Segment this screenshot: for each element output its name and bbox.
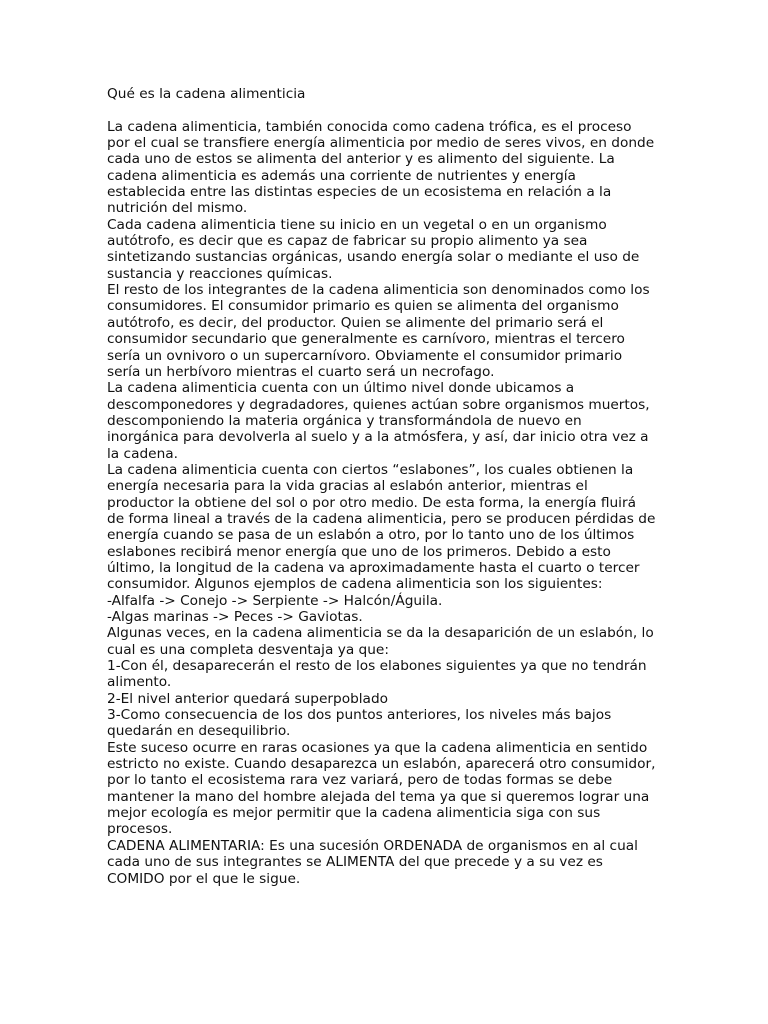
- text-line: descomponiendo la materia orgánica y transformándola de nuevo en: [107, 412, 582, 429]
- text-line: consumidores. El consumidor primario es quien se alimenta del organismo: [107, 298, 619, 315]
- text-line: energía necesaria para la vida gracias al eslabón anterior, mientras el: [107, 478, 588, 495]
- text-line: autótrofo, es decir que es capaz de fabricar su propio alimento ya sea: [107, 233, 588, 250]
- text-line: Este suceso ocurre en raras ocasiones ya que la cadena alimenticia en sentido: [107, 739, 648, 756]
- text-line: 2-El nivel anterior quedará superpoblado: [107, 690, 389, 707]
- text-line: alimento.: [107, 674, 172, 691]
- text-line: estricto no existe. Cuando desaparezca un eslabón, aparecerá otro consumidor,: [107, 756, 656, 773]
- text-line: procesos.: [107, 821, 173, 838]
- text-line: Cada cadena alimenticia tiene su inicio en un vegetal o en un organismo: [107, 216, 607, 233]
- text-line: la cadena.: [107, 445, 178, 462]
- text-line: -Alfalfa -> Conejo -> Serpiente -> Halcón/Águila.: [107, 592, 443, 609]
- text-line: La cadena alimenticia cuenta con un último nivel donde ubicamos a: [107, 380, 575, 397]
- text-line: energía cuando se pasa de un eslabón a otro, por lo tanto uno de los últimos: [107, 527, 635, 544]
- text-line: 1-Con él, desaparecerán el resto de los elabones siguientes ya que no tendrán: [107, 658, 647, 675]
- text-line: mantener la mano del hombre alejada del tema ya que si queremos lograr una: [107, 788, 650, 805]
- text-line: por el cual se transfiere energía alimenticia por medio de seres vivos, en donde: [107, 135, 655, 152]
- text-line: La cadena alimenticia cuenta con ciertos “eslabones”, los cuales obtienen la: [107, 461, 634, 478]
- text-line: de forma lineal a través de la cadena alimenticia, pero se producen pérdidas de: [107, 510, 656, 527]
- text-line: consumidor secundario que generalmente es carnívoro, mientras el tercero: [107, 331, 625, 348]
- text-line: CADENA ALIMENTARIA: Es una sucesión ORDENADA de organismos en al cual: [107, 837, 638, 854]
- text-line: nutrición del mismo.: [107, 200, 248, 217]
- text-line: establecida entre las distintas especies de un ecosistema en relación a la: [107, 184, 612, 201]
- text-line: productor la obtiene del sol o por otro medio. De esta forma, la energía fluirá: [107, 494, 636, 511]
- text-line: 3-Como consecuencia de los dos puntos anteriores, los niveles más bajos: [107, 707, 612, 724]
- text-line: descomponedores y degradadores, quienes actúan sobre organismos muertos,: [107, 396, 650, 413]
- text-line: sustancia y reacciones químicas.: [107, 265, 333, 282]
- document-title: Qué es la cadena alimenticia: [107, 86, 306, 102]
- text-line: último, la longitud de la cadena va aproximadamente hasta el cuarto o tercer: [107, 559, 640, 576]
- text-line: sería un ovnivoro o un supercarnívoro. Obviamente el consumidor primario: [107, 347, 623, 364]
- text-line: sintetizando sustancias orgánicas, usando energía solar o mediante el uso de: [107, 249, 640, 266]
- text-line: Algunas veces, en la cadena alimenticia se da la desaparición de un eslabón, lo: [107, 625, 654, 642]
- text-line: por lo tanto el ecosistema rara vez variará, pero de todas formas se debe: [107, 772, 613, 789]
- text-line: eslabones recibirá menor energía que uno de los primeros. Debido a esto: [107, 543, 611, 560]
- text-line: inorgánica para devolverla al suelo y a la atmósfera, y así, dar inicio otra vez a: [107, 429, 649, 446]
- text-line: El resto de los integrantes de la cadena alimenticia son denominados como los: [107, 282, 650, 299]
- text-line: autótrofo, es decir, del productor. Quien se alimente del primario será el: [107, 314, 604, 331]
- text-line: quedarán en desequilibrio.: [107, 723, 291, 740]
- text-line: sería un herbívoro mientras el cuarto será un necrofago.: [107, 363, 495, 380]
- text-line: cada uno de estos se alimenta del anterior y es alimento del siguiente. La: [107, 151, 615, 168]
- text-line: COMIDO por el que le sigue.: [107, 870, 301, 887]
- text-line: cual es una completa desventaja ya que:: [107, 641, 389, 658]
- document-body: [107, 119, 667, 887]
- text-line: -Algas marinas -> Peces -> Gaviotas.: [107, 609, 363, 625]
- text-line: mejor ecología es mejor permitir que la cadena alimenticia siga con sus: [107, 805, 601, 822]
- text-line: La cadena alimenticia, también conocida como cadena trófica, es el proceso: [107, 118, 632, 135]
- text-line: cada uno de sus integrantes se ALIMENTA del que precede y a su vez es: [107, 854, 603, 871]
- text-line: cadena alimenticia es además una corriente de nutrientes y energía: [107, 167, 576, 184]
- text-line: consumidor. Algunos ejemplos de cadena alimenticia son los siguientes:: [107, 576, 603, 593]
- document-page: [107, 86, 667, 887]
